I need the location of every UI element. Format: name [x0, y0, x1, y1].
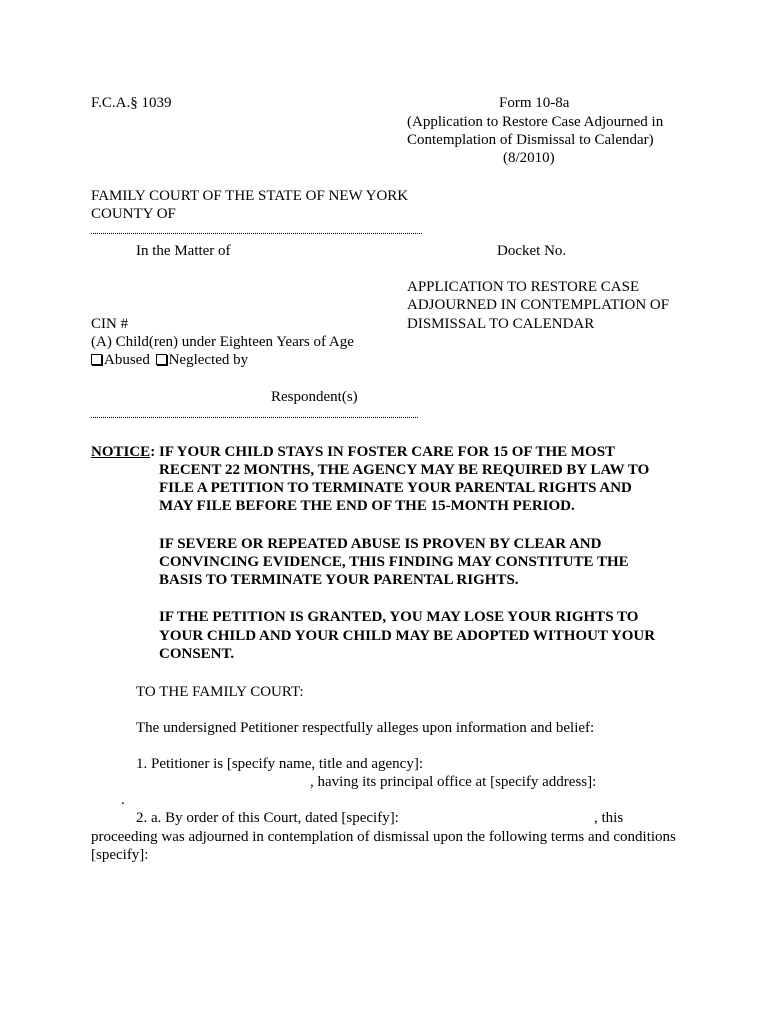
petitioner-intro: The undersigned Petitioner respectfully alleges upon information and belief:: [136, 720, 595, 736]
cin-label: CIN #: [91, 316, 129, 332]
salutation: TO THE FAMILY COURT:: [136, 684, 304, 700]
neglected-label: Neglected by: [168, 352, 249, 368]
notice-p3-line-2: YOUR CHILD AND YOUR CHILD MAY BE ADOPTED WITHOUT YOUR: [159, 628, 656, 644]
notice-p1-line-3: FILE A PETITION TO TERMINATE YOUR PARENTAL RIGHTS AND: [159, 480, 632, 496]
abused-checkbox[interactable]: [91, 354, 102, 365]
neglected-checkbox[interactable]: [156, 354, 167, 365]
in-the-matter-of: In the Matter of: [136, 243, 231, 259]
notice-heading: NOTICE:: [91, 444, 156, 460]
docket-number-label: Docket No.: [497, 243, 567, 259]
notice-p2-line-2: CONVINCING EVIDENCE, THIS FINDING MAY CONSTITUTE THE: [159, 554, 629, 570]
court-name: FAMILY COURT OF THE STATE OF NEW YORK: [91, 188, 409, 204]
notice-p3-line-3: CONSENT.: [159, 646, 235, 662]
county-label: COUNTY OF: [91, 206, 176, 222]
notice-p1-line-2: RECENT 22 MONTHS, THE AGENCY MAY BE REQUIRED BY LAW TO: [159, 462, 650, 478]
notice-p1-line-1: IF YOUR CHILD STAYS IN FOSTER CARE FOR 15 OF THE MOST: [159, 444, 616, 460]
form-description-line-1: (Application to Restore Case Adjourned in: [407, 114, 664, 130]
caption-bottom-divider: [91, 417, 418, 419]
form-description-line-2: Contemplation of Dismissal to Calendar): [407, 132, 654, 148]
item-2a-this: , this: [594, 810, 624, 826]
notice-p2-line-1: IF SEVERE OR REPEATED ABUSE IS PROVEN BY CLEAR AND: [159, 536, 602, 552]
application-title-line-2: ADJOURNED IN CONTEMPLATION OF: [407, 297, 670, 313]
item-1-principal-office: , having its principal office at [specify address]:: [310, 774, 597, 790]
abused-label: Abused: [104, 352, 150, 368]
item-2a-specify: [specify]:: [91, 847, 149, 863]
item-1-petitioner: 1. Petitioner is [specify name, title and agency]:: [136, 756, 423, 772]
form-number: Form 10-8a: [499, 95, 570, 111]
application-title-line-3: DISMISSAL TO CALENDAR: [407, 316, 595, 332]
form-revision-date: (8/2010): [503, 150, 555, 166]
item-2a-proceeding: proceeding was adjourned in contemplation of dismissal upon the following terms and conditions: [91, 829, 676, 845]
stray-mark: .: [121, 792, 125, 808]
abuse-neglect-options: [91, 351, 248, 369]
notice-p1-line-4: MAY FILE BEFORE THE END OF THE 15-MONTH PERIOD.: [159, 498, 575, 514]
item-2a-order-date: 2. a. By order of this Court, dated [specify]:: [136, 810, 399, 826]
notice-p3-line-1: IF THE PETITION IS GRANTED, YOU MAY LOSE YOUR RIGHTS TO: [159, 609, 639, 625]
children-under-18: (A) Child(ren) under Eighteen Years of Age: [91, 334, 354, 350]
caption-top-divider: [91, 233, 422, 235]
notice-label: NOTICE: [91, 444, 151, 460]
notice-p2-line-3: BASIS TO TERMINATE YOUR PARENTAL RIGHTS.: [159, 572, 519, 588]
application-title-line-1: APPLICATION TO RESTORE CASE: [407, 279, 640, 295]
respondents-label: Respondent(s): [271, 389, 358, 405]
statute-reference: F.C.A.§ 1039: [91, 95, 172, 111]
